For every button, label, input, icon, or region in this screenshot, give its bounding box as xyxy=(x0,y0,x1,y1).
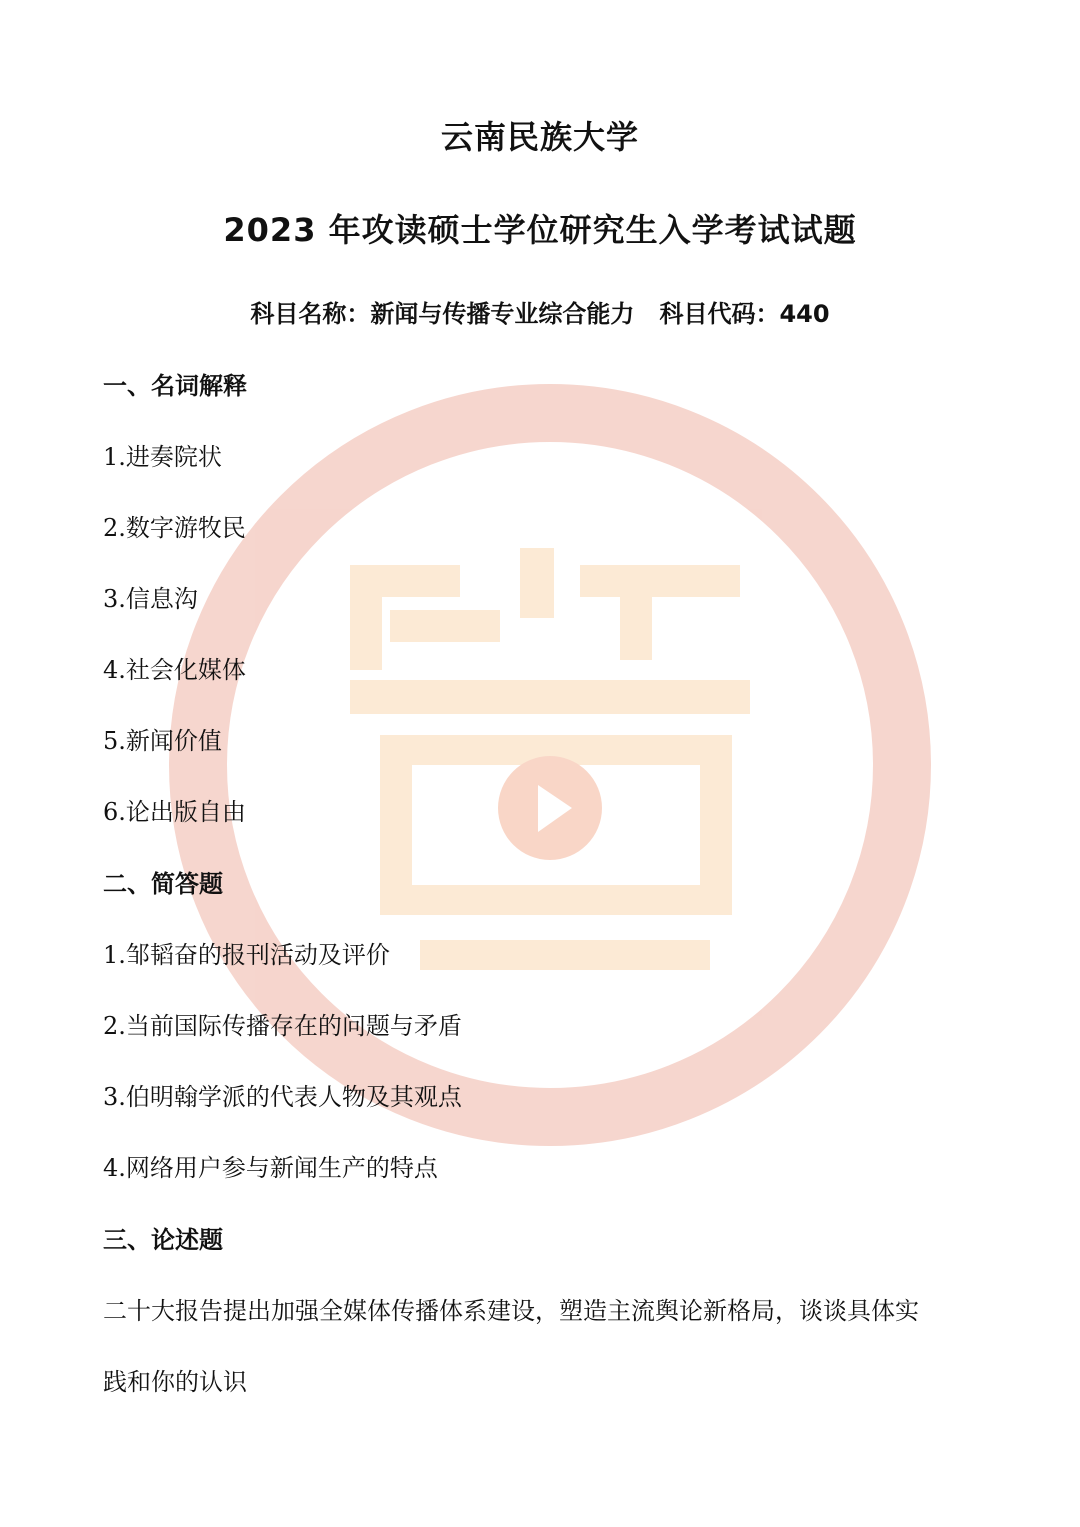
question-item: 2.数字游牧民 xyxy=(103,514,246,542)
section-heading-essay: 三、论述题 xyxy=(103,1226,223,1254)
question-item: 3.伯明翰学派的代表人物及其观点 xyxy=(103,1083,462,1111)
subject-line: 科目名称：新闻与传播专业综合能力 科目代码：440 xyxy=(250,300,830,328)
question-item: 1.邹韬奋的报刊活动及评价 xyxy=(103,941,390,969)
question-item: 2.当前国际传播存在的问题与矛盾 xyxy=(103,1012,462,1040)
university-title: 云南民族大学 xyxy=(440,118,639,156)
question-item: 1.进奏院状 xyxy=(103,443,222,471)
section-heading-short-answer: 二、简答题 xyxy=(103,870,223,898)
section-heading-definitions: 一、名词解释 xyxy=(103,372,247,400)
essay-question-line: 践和你的认识 xyxy=(103,1368,247,1396)
question-item: 6.论出版自由 xyxy=(103,798,246,826)
question-item: 3.信息沟 xyxy=(103,585,198,613)
question-item: 4.社会化媒体 xyxy=(103,656,246,684)
question-item: 4.网络用户参与新闻生产的特点 xyxy=(103,1154,438,1182)
essay-question-line: 二十大报告提出加强全媒体传播体系建设，塑造主流舆论新格局，谈谈具体实 xyxy=(103,1297,919,1325)
exam-title: 2023 年攻读硕士学位研究生入学考试试题 xyxy=(223,211,857,249)
question-item: 5.新闻价值 xyxy=(103,727,222,755)
